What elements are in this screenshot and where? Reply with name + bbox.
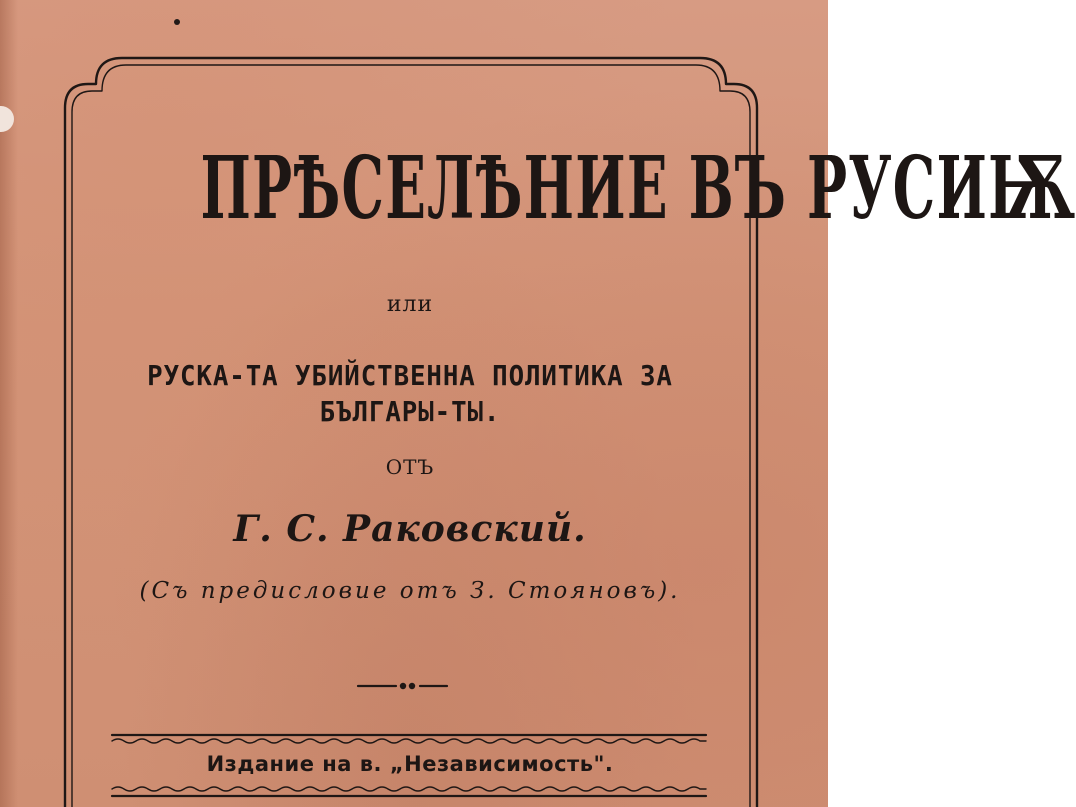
publisher-line: Издание на в. „Независимость". (206, 752, 614, 776)
book-title: ПРѢСЕЛѢНИЕ ВЪ РУСИѬ (200, 138, 1076, 239)
author-name: Г. С. Раковский. (233, 508, 587, 550)
subtitle-line-2: БЪЛГАРЫ-ТЫ. (319, 395, 501, 428)
by-label: ОТЪ (385, 455, 435, 479)
subtitle-line-1: РУСКА-ТА УБИЙСТВЕННА ПОЛИТИКА ЗА (147, 359, 673, 392)
preface-note: (Съ предисловие отъ З. Стояновъ). (139, 578, 681, 604)
book-subtitle (99, 358, 721, 430)
title-connector: или (386, 292, 434, 317)
